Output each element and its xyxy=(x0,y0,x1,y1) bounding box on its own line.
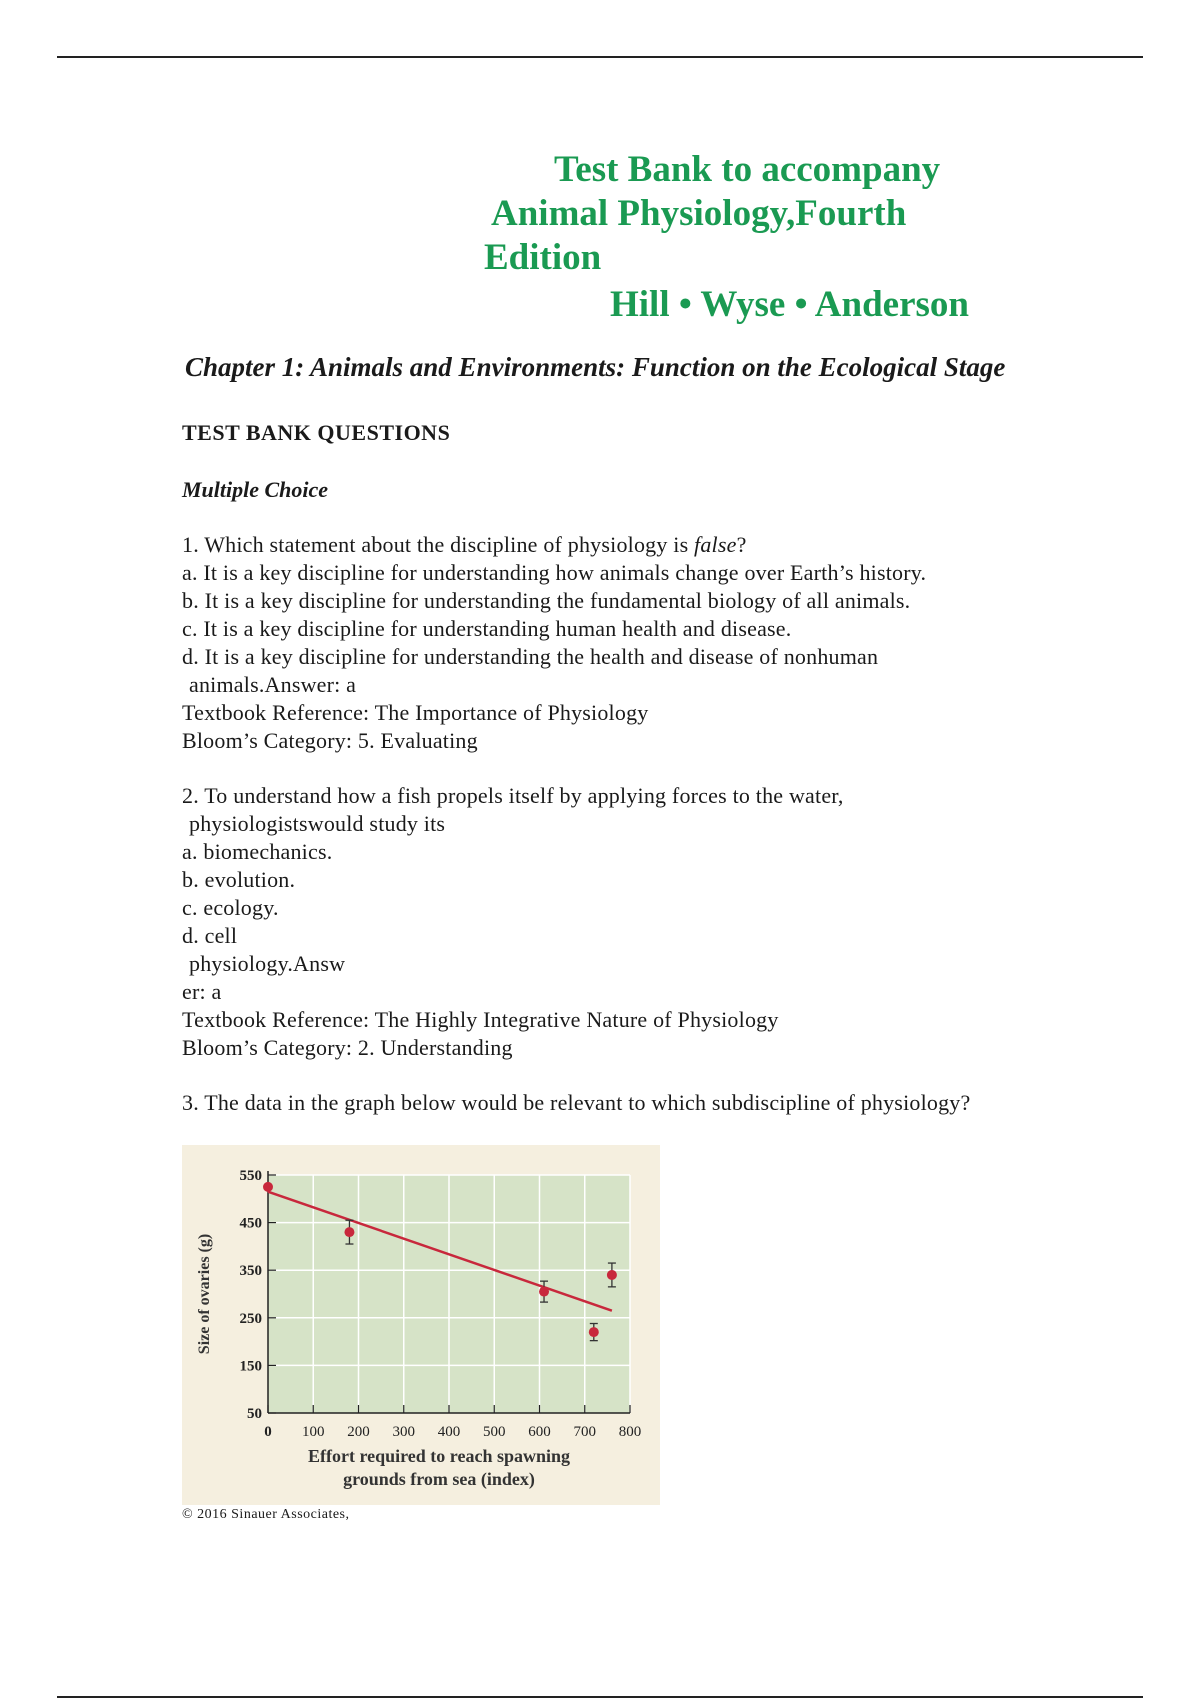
chapter-title: Chapter 1: Animals and Environments: Function on the Ecological Stage xyxy=(185,352,1006,382)
authors-line: Hill • Wyse • Anderson xyxy=(610,284,969,325)
x-axis-label-line: Effort required to reach spawning xyxy=(307,1446,571,1466)
data-point xyxy=(589,1327,599,1337)
q1-option-c: c. It is a key discipline for understanding human health and disease. xyxy=(182,616,792,641)
q2-reference: Textbook Reference: The Highly Integrative Nature of Physiology xyxy=(182,1007,779,1032)
ovary-size-chart xyxy=(182,1145,660,1505)
bottom-rule xyxy=(57,1696,1143,1698)
q1-stem-italic: false xyxy=(694,532,737,557)
q1-stem-suffix: ? xyxy=(736,532,747,557)
top-rule xyxy=(57,56,1143,58)
copyright-notice: © 2016 Sinauer Associates, xyxy=(182,1507,350,1522)
q2-stem-cont: physiologistswould study its xyxy=(189,811,446,836)
y-axis-label: Size of ovaries (g) xyxy=(196,1233,213,1355)
q2-stem: 2. To understand how a fish propels itself by applying forces to the water, xyxy=(182,783,844,808)
q2-answer: er: a xyxy=(182,979,222,1004)
y-tick-label: 350 xyxy=(239,1263,262,1280)
data-point xyxy=(263,1182,273,1192)
y-tick-label: 150 xyxy=(239,1358,262,1375)
q1-reference: Textbook Reference: The Importance of Physiology xyxy=(182,700,649,725)
x-tick-label: 0 xyxy=(264,1424,272,1440)
title-line-3: Edition xyxy=(484,237,602,278)
x-tick-label: 500 xyxy=(483,1424,506,1440)
q2-option-d: d. cell xyxy=(182,923,238,948)
y-tick-label: 250 xyxy=(239,1310,262,1327)
section-heading: TEST BANK QUESTIONS xyxy=(182,420,451,445)
title-line-1: Test Bank to accompany xyxy=(554,149,941,190)
x-tick-label: 200 xyxy=(347,1424,370,1440)
q1-answer: animals.Answer: a xyxy=(189,672,357,697)
y-tick-label: 550 xyxy=(239,1168,262,1184)
x-tick-label: 300 xyxy=(392,1424,415,1440)
q2-option-b: b. evolution. xyxy=(182,867,296,892)
q1-stem-prefix: 1. Which statement about the discipline of physiology is xyxy=(182,532,695,557)
x-axis-label-line: grounds from sea (index) xyxy=(343,1469,535,1489)
chart-svg xyxy=(182,1145,660,1505)
y-tick-label: 450 xyxy=(239,1215,262,1232)
q3-stem: 3. The data in the graph below would be relevant to which subdiscipline of physiology? xyxy=(182,1090,971,1115)
q2-option-d-cont: physiology.Answ xyxy=(189,951,346,976)
x-tick-label: 100 xyxy=(302,1424,325,1440)
x-tick-label: 800 xyxy=(618,1424,642,1440)
x-tick-label: 700 xyxy=(573,1424,596,1440)
subsection-heading: Multiple Choice xyxy=(182,477,329,502)
x-tick-label: 400 xyxy=(437,1424,461,1440)
q1-stem xyxy=(182,531,747,559)
title-line-2: Animal Physiology,Fourth xyxy=(491,193,907,234)
q2-option-c: c. ecology. xyxy=(182,895,279,920)
q1-option-b: b. It is a key discipline for understanding the fundamental biology of all animals. xyxy=(182,588,911,613)
data-point xyxy=(607,1270,617,1280)
data-point xyxy=(344,1227,354,1237)
q2-option-a: a. biomechanics. xyxy=(182,839,333,864)
q2-bloom: Bloom’s Category: 2. Understanding xyxy=(182,1035,513,1060)
q1-option-a: a. It is a key discipline for understanding how animals change over Earth’s history. xyxy=(182,560,927,585)
y-tick-label: 50 xyxy=(247,1406,262,1422)
data-point xyxy=(539,1287,549,1297)
x-tick-label: 600 xyxy=(528,1424,551,1440)
q1-bloom: Bloom’s Category: 5. Evaluating xyxy=(182,728,478,753)
q1-option-d: d. It is a key discipline for understanding the health and disease of nonhuman xyxy=(182,644,879,669)
